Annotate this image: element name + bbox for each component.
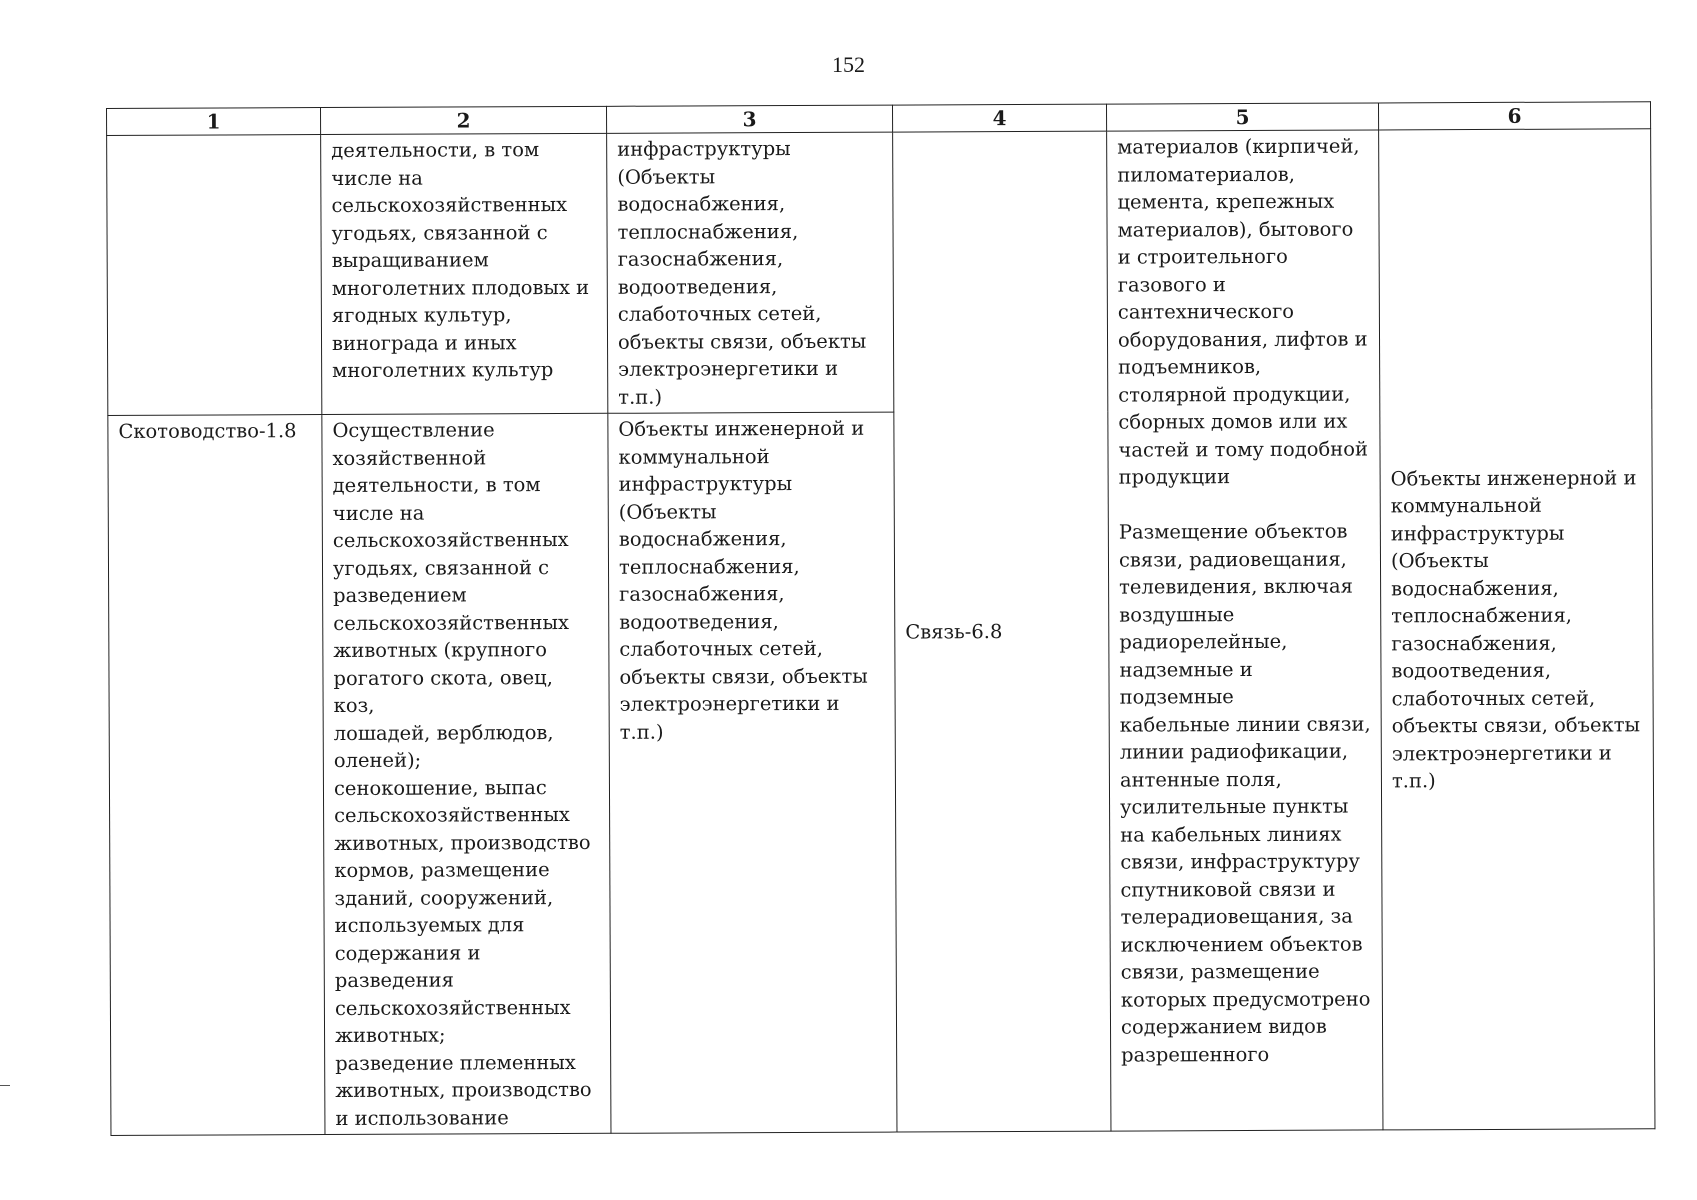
row2-col1-cell — [108, 415, 325, 1136]
page-number: 152 — [832, 52, 865, 77]
row1-col3-cell — [607, 132, 894, 413]
row1-col2-cell — [321, 133, 608, 414]
col5-cell — [1107, 130, 1383, 1131]
column-header-3: 3 — [606, 105, 892, 133]
livestock-code: Скотоводство-1.8 — [118, 419, 297, 443]
row2-activity-description: Осуществление хозяйственной деятельности, в том числе на сельскохозяйственных угодьях, связанной с разведением сельскохозяйственных животных (крупного рогатого скота, овец, коз, лошадей, верблюдов, оленей); сенокошение, выпас сельскохозяйственных животных, производство кормов, размещение зданий, сооружений, используемых для содержания и разведения сельскохозяйственных животных; разведение племенных животных, производство и использование — [332, 418, 592, 1130]
column-header-5: 5 — [1106, 103, 1378, 131]
row1-infrastructure-text: инфраструктуры (Объекты водоснабжения, теплоснабжения, газоснабжения, водоотведения, слаботочных сетей, объекты связи, объекты электроэнергетики и т.п.) — [617, 137, 867, 409]
col6-infrastructure-text: Объекты инженерной и коммунальной инфраструктуры (Объекты водоснабжения, теплоснабжения, газоснабжения, водоотведения, слаботочных сетей, объекты связи, объекты электроэнергетики и т.п.) — [1390, 465, 1641, 793]
table-row — [107, 129, 1652, 416]
row2-infrastructure-text: Объекты инженерной и коммунальной инфраструктуры (Объекты водоснабжения, теплоснабжения, газоснабжения, водоотведения, слаботочных сетей, объекты связи, объекты электроэнергетики и т.п.) — [618, 416, 868, 744]
row1-activity-description: деятельности, в том числе на сельскохозяйственных угодьях, связанной с выращиванием многолетних плодовых и ягодных культур, винограда и иных многолетних культур — [331, 138, 590, 383]
row2-col3-cell — [608, 412, 897, 1133]
permitted-use-code: Связь-6.8 — [905, 619, 1003, 644]
regulations-table — [106, 101, 1655, 1136]
row1-col1-cell — [107, 135, 322, 416]
column-header-1: 1 — [107, 108, 321, 136]
col6-cell — [1379, 129, 1655, 1130]
column-header-2: 2 — [321, 106, 607, 134]
column-header-6: 6 — [1378, 102, 1650, 130]
column-header-4: 4 — [892, 104, 1106, 132]
communication-description: материалов (кирпичей, пиломатериалов, цемента, крепежных материалов), бытового и строительного газового и сантехнического оборудования, лифтов и подъемников, столярной продукции, сборных домов или их частей и тому подобной продукции Размещение объектов связи, радиовещания, телевидения, включая воздушные радиорелейные, надземные и подземные кабельные линии связи, линии радиофикации, антенные поля, усилительные пункты на кабельных линиях связи, инфраструктуру спутниковой связи и телерадиовещания, за исключением объектов связи, размещение которых предусмотрено содержанием видов разрешенного — [1117, 134, 1371, 1067]
row2-col2-cell — [322, 413, 611, 1134]
scan-margin-mark — [0, 1085, 10, 1086]
col4-cell — [893, 131, 1111, 1132]
